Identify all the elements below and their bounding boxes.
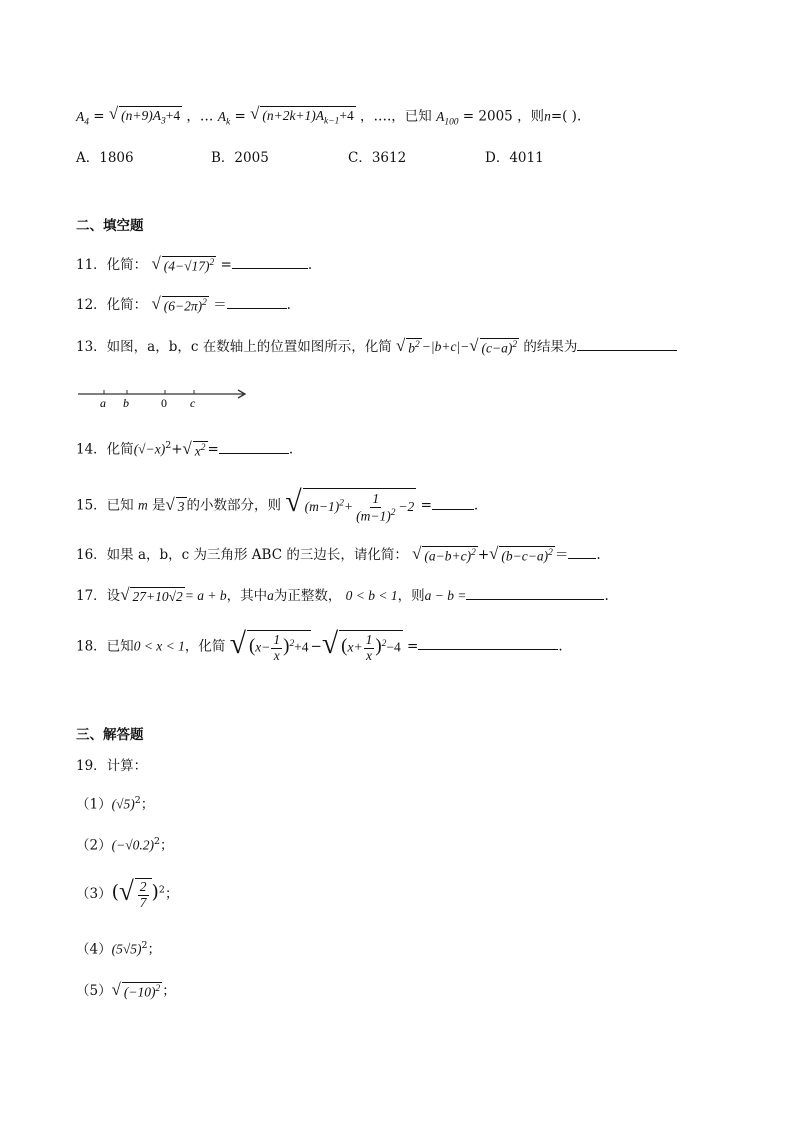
label-a: a	[100, 396, 106, 410]
q10-line: $A_4$ = √ $(n+9)A_3+4$ ，… $A_k$ = √ $(n+2k+1)A_{k-1}+4$ ，….，已知 $A_{100} = 2005$ ，则n=( ).	[76, 104, 582, 128]
q11-answer-blank[interactable]	[232, 256, 308, 269]
q13-radical-2: √ $(c-a)^2$	[469, 336, 518, 356]
q15-root3: √ 3	[165, 495, 185, 514]
q16: 16．如果 a，b，c 为三角形 ABC 的三边长，请化简： √ $(a-b+c)^2$ + √ $(b-c-a)^2$ ＝ .	[76, 544, 601, 564]
q14-answer-blank[interactable]	[219, 441, 289, 454]
q18: 18．已知0 < x < 1，化简 √ (x− $\frac{1}{x}$ )$^2$+4 − √ (x+ $\frac{1}{x}$ )$^2$−4 = .	[76, 628, 563, 663]
q18-radical-1: √ (x− $\frac{1}{x}$ )$^2$+4	[229, 628, 309, 663]
q10-a4: $A_4$	[76, 108, 89, 128]
q14: 14．化简$(√-x)^2+$ √ $x^2$ = .	[76, 438, 294, 459]
q10-n: n	[544, 108, 551, 124]
label-b: b	[123, 396, 129, 410]
q19-item-3-radical: √ $\frac{2}{7}$	[119, 878, 152, 911]
option-c: C．3612	[348, 150, 407, 166]
q16-radical-1: √ $(a-b+c)^2$	[412, 544, 476, 564]
q10-radical-1: √ $(n+9)A_3+4$	[108, 104, 181, 127]
label-0: 0	[161, 396, 167, 410]
q19-item-5-radical: √ $(-10)^2$	[111, 980, 161, 1000]
option-b: B．2005	[211, 150, 269, 166]
q10-ask: ，则	[517, 108, 545, 125]
q13-answer-blank[interactable]	[577, 338, 677, 351]
option-a: A．1806	[76, 150, 134, 166]
option-d: D．4011	[485, 150, 544, 166]
q16-answer-blank[interactable]	[568, 546, 596, 559]
q15: 15．已知 m 是 √ 3 的小数部分，则 √ $(m-1)^2+$ $\frac{1}{(m-1)^2}$ −2 = .	[76, 486, 479, 524]
q19-item-1: $(1)(√5)^2$；	[76, 795, 155, 813]
q10-sep1: ，…	[186, 108, 214, 125]
q16-radical-2: √ $(b-c-a)^2$	[489, 544, 553, 564]
section-2-title: 二、填空题	[76, 218, 144, 234]
q19-item-2: $(2)(-√0.2)^2$；	[76, 836, 174, 854]
q13-radical-1: √ $b^2$	[396, 336, 420, 356]
section-3-title: 三、解答题	[76, 727, 144, 743]
label-c: c	[190, 396, 196, 410]
q10-radical-2: √ $(n+2k+1)A_{k-1}+4$	[250, 104, 354, 127]
q19-title: 19．计算：	[76, 758, 148, 774]
q19-item-4: $(4)(5√5)^2$；	[76, 940, 162, 958]
q15-answer-blank[interactable]	[432, 497, 474, 510]
q19-item-3: （3）( √ $\frac{2}{7}$ )$^2$；	[76, 876, 179, 910]
q17-radical: √ 27+10√2	[120, 585, 183, 605]
q19-item-5: （5） √ $(-10)^2$ ；	[76, 980, 176, 1000]
q18-answer-blank[interactable]	[418, 637, 558, 650]
q10-ask-tail: =( ).	[550, 108, 582, 125]
number-line-figure	[76, 380, 256, 410]
q14-radical: √ $x^2$	[182, 438, 206, 459]
q10-a100: $A_{100}$	[436, 108, 459, 128]
q12-radical: √ $(6-2\pi)^2$	[151, 294, 207, 314]
q10-given-val: = 2005	[462, 108, 513, 125]
q18-radical-2: √ (x+ $\frac{1}{x}$ )$^2$−4	[321, 628, 401, 663]
q17-answer-blank[interactable]	[466, 587, 604, 600]
q10-sep2: ，….，已知	[360, 108, 432, 125]
q12-answer-blank[interactable]	[227, 296, 287, 309]
q11: 11．化简： √ $(4-√17)^2$ = .	[76, 254, 313, 274]
q15-radical: √ $(m-1)^2+$ $\frac{1}{(m-1)^2}$ −2	[285, 486, 415, 524]
q11-radical: √ $(4-√17)^2$	[151, 254, 215, 274]
q10-ak: $A_k$	[217, 108, 231, 128]
q17: 17．设 √ 27+10√2 = a + b，其中a为正整数， 0 < b < 1，则a − b = .	[76, 585, 609, 605]
q13: 13．如图，a，b，c 在数轴上的位置如图所示，化简 √ $b^2$ −|b+c|− √ $(c-a)^2$ 的结果为	[76, 338, 677, 357]
q12: 12．化简： √ $(6-2\pi)^2$ ＝ .	[76, 294, 291, 314]
